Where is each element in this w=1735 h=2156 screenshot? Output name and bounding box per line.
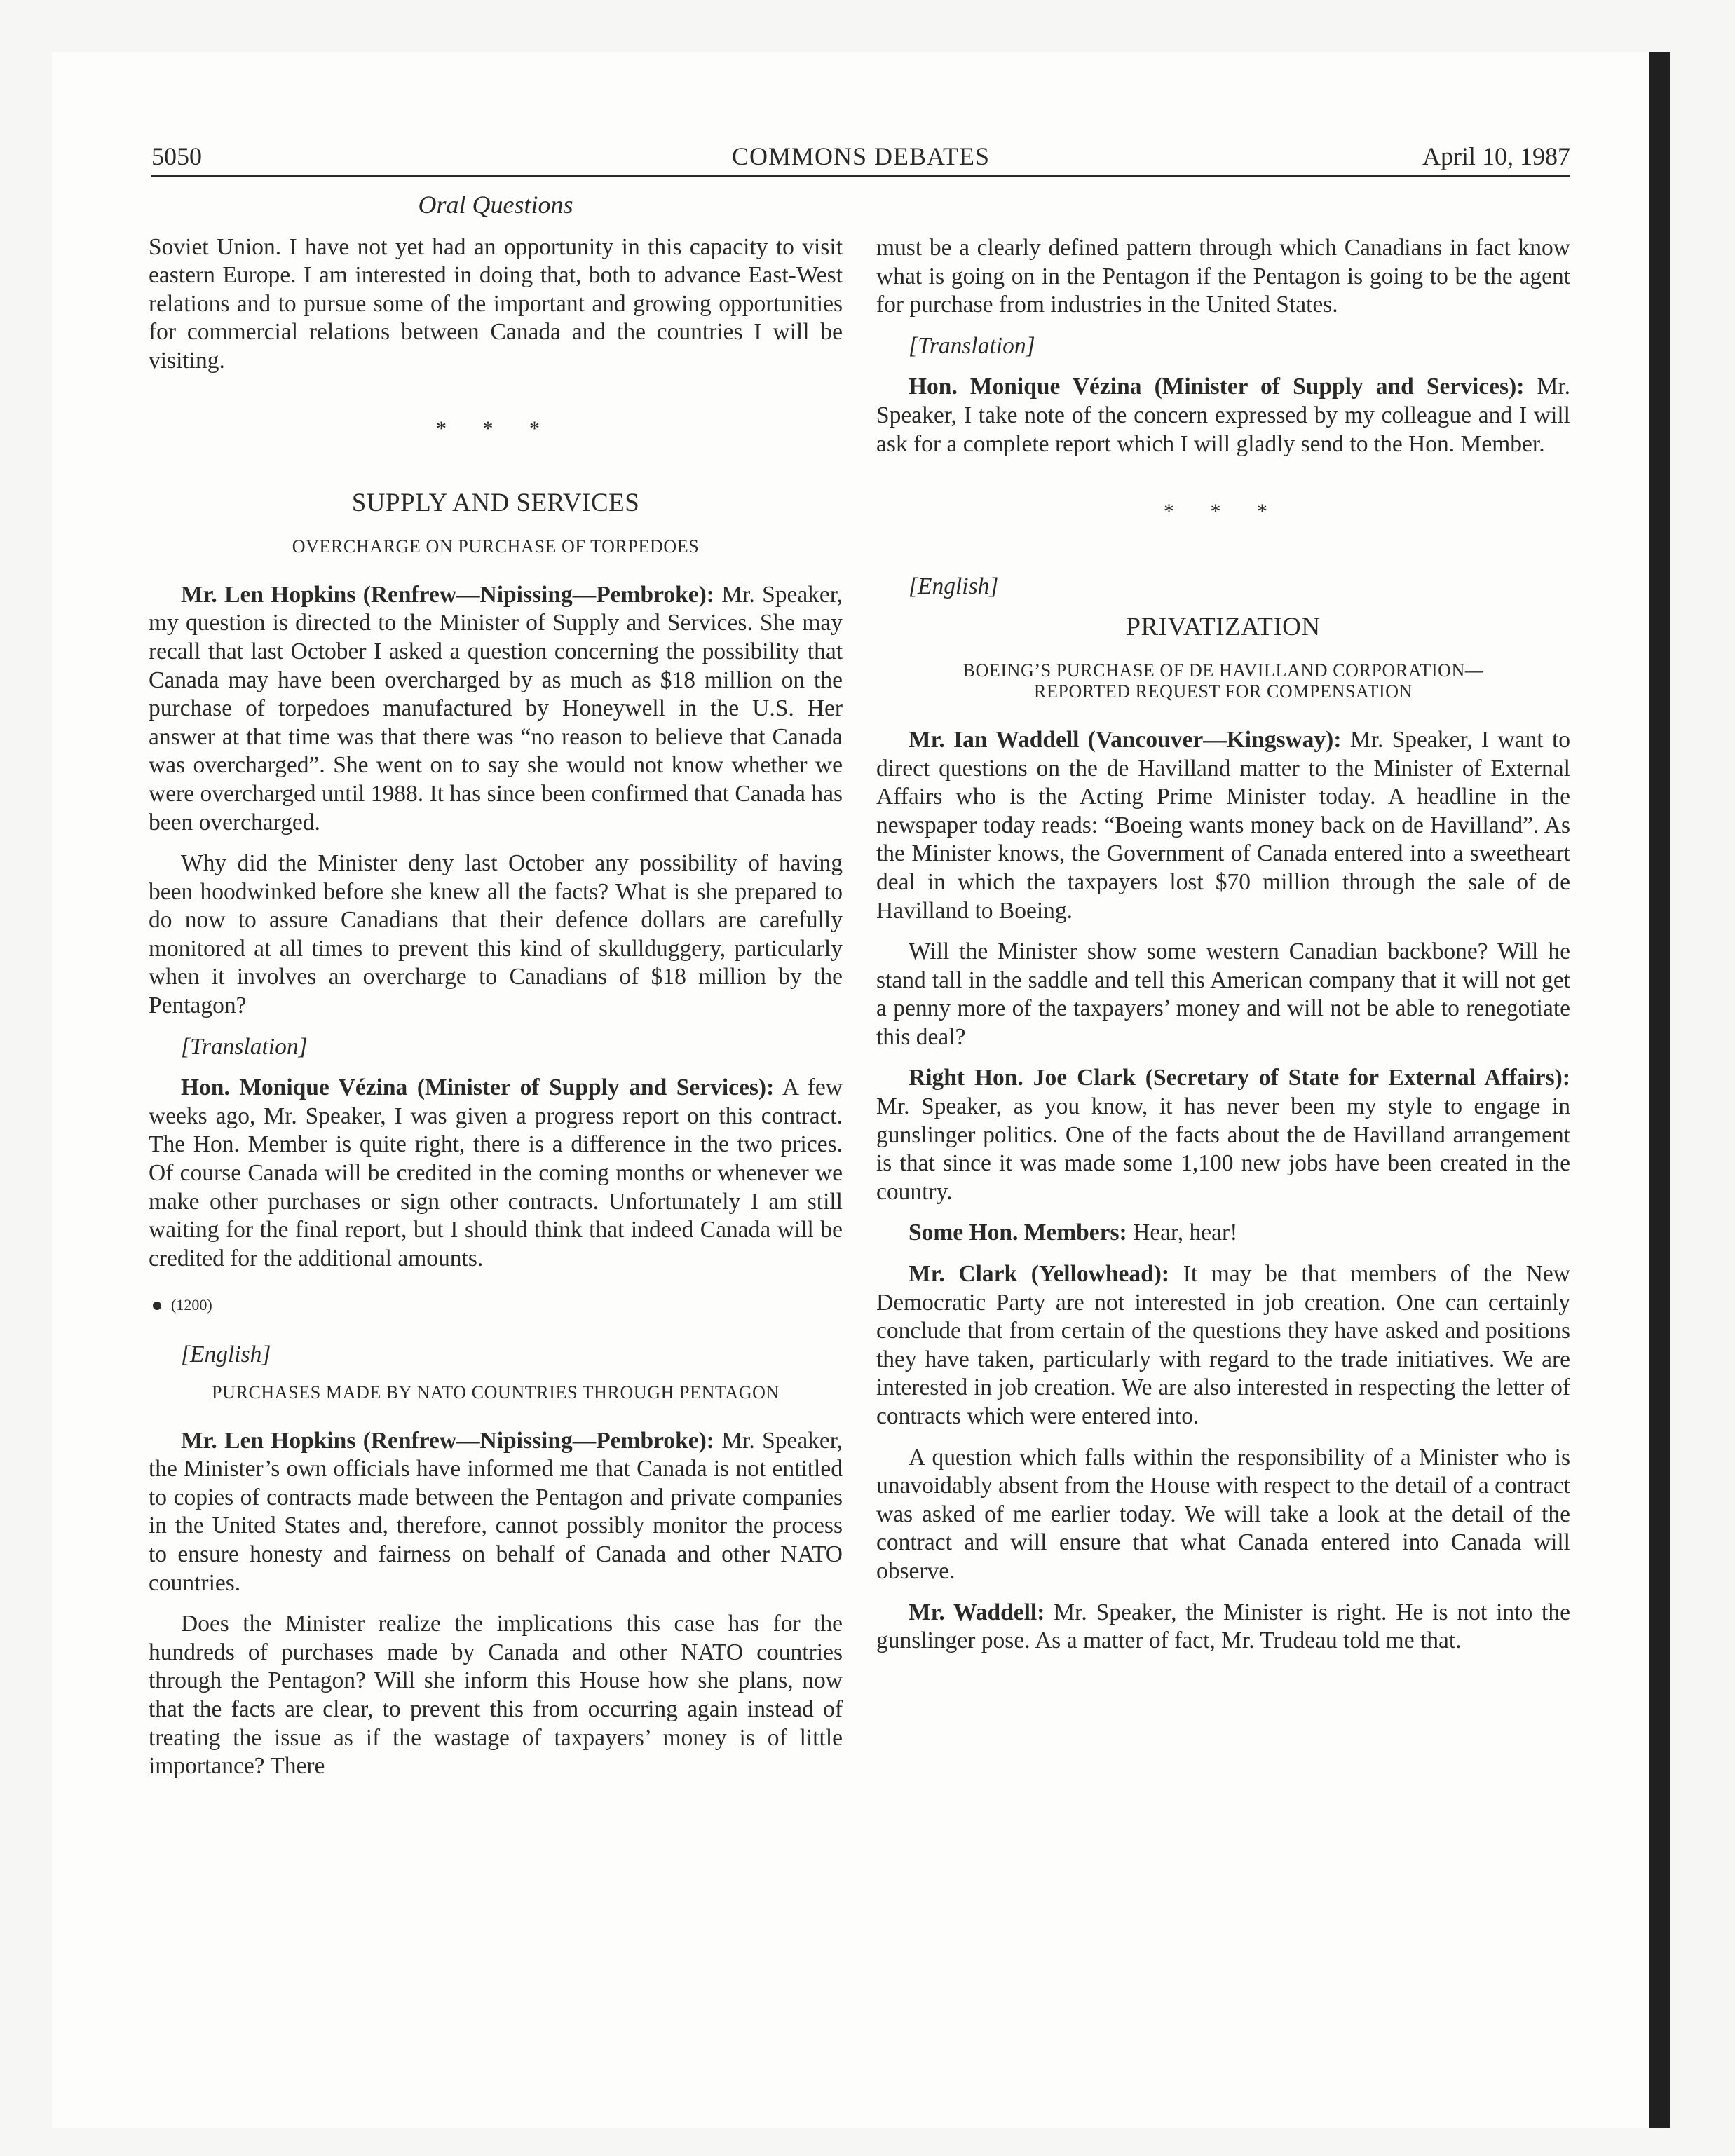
speech-text: It may be that members of the New Democratic Party are not interested in job creation. One can certainly conclude that from certain of the questions they have asked and positions they have taken, particularly with regard to the trade initiatives. We are interested in job creation. We are also interested in respecting the letter of contracts which were entered into. — [876, 1261, 1570, 1429]
section-separator: * * * — [436, 416, 555, 440]
speech-text: Mr. Speaker, I want to direct questions on the de Havilland matter to the Minister of External Affairs who is the Acting Prime Minister today. A headline in the newspaper today reads: “Boeing wants money back on de Havilland”. As the Minister knows, the Government of Canada entered into a sweetheart deal in which the taxpayers lost $70 million through the sale of de Havilland to Boeing. — [876, 726, 1570, 924]
speaker-name: Right Hon. Joe Clark (Secretary of State for External Affairs): — [909, 1065, 1570, 1091]
bullet-icon — [153, 1302, 161, 1310]
paragraph: A question which falls within the responsibility of a Minister who is unavoidably absent from the House with respect to the detail of a contract was asked of me earlier today. We will take a look at the detail of the contract and will ensure that what Canada entered into Canada will observe. — [876, 1444, 1570, 1584]
language-marker: [English] — [909, 573, 999, 599]
paragraph: must be a clearly defined pattern through which Canadians in fact know what is going on in the Pentagon if the Pentagon is going to be the agent for purchase from industries in the United States. — [876, 235, 1570, 318]
page-number: 5050 — [151, 142, 202, 170]
left-column — [149, 191, 843, 1794]
subheading — [876, 660, 1570, 702]
speech-paragraph — [876, 1064, 1570, 1206]
section-kicker: Oral Questions — [418, 191, 573, 219]
running-header — [151, 140, 1570, 177]
speaker-name: Mr. Len Hopkins (Renfrew—Nipissing—Pembroke): — [181, 581, 714, 608]
section-title: PRIVATIZATION — [1126, 613, 1321, 642]
paragraph: Why did the Minister deny last October any possibility of having been hoodwinked before she knew all the facts? What is she prepared to do now to assure Canadians that their defence dollars are carefully monitored at all times to prevent this kind of skullduggery, particularly when it involves an overcharge to Canadians of $18 million by the Pentagon? — [149, 850, 843, 1019]
section-title: SUPPLY AND SERVICES — [351, 489, 640, 518]
speech-paragraph — [149, 581, 843, 837]
paragraph: Does the Minister realize the implications this case has for the hundreds of purchases made by Canada and other NATO countries through the Pentagon? Will she inform this House how she plans, now that the facts are clear, to prevent this from occurring again instead of treating the issue as if the wastage of taxpayers’ money is of little importance? There — [149, 1611, 843, 1780]
speech-paragraph — [149, 1427, 843, 1598]
speaker-name: Mr. Len Hopkins (Renfrew—Nipissing—Pembroke): — [181, 1427, 714, 1454]
speech-text: Mr. Speaker, my question is directed to the Minister of Supply and Services. She may recall that last October I asked a question concerning the possibility that Canada may have been overcharged by as much as $18 million on the purchase of torpedoes manufactured by Honeywell in the U.S. Her answer at that time was that there was “no reason to believe that Canada was overcharged”. She went on to say she would not know whether we were overcharged until 1988. It has since been confirmed that Canada has been overcharged. — [149, 581, 843, 835]
subheading: OVERCHARGE ON PURCHASE OF TORPEDOES — [292, 535, 700, 557]
speech-text: Mr. Speaker, as you know, it has never been my style to engage in gunslinger politics. One of the facts about the de Havilland arrangement is that since it was made some 1,100 new jobs have been created in the country. — [876, 1093, 1570, 1205]
speech-text: Hear, hear! — [1127, 1220, 1238, 1246]
speech-text: A few weeks ago, Mr. Speaker, I was given a progress report on this contract. The Hon. Member is quite right, there is a difference in the two prices. Of course Canada will be credited in the coming months or whenever we make other purchases or sign other contracts. Unfortunately I am still waiting for the final report, but I should think that indeed Canada will be credited for the additional amounts. — [149, 1074, 843, 1271]
speech-paragraph — [876, 1260, 1570, 1431]
language-marker: [Translation] — [909, 332, 1035, 359]
paragraph: Soviet Union. I have not yet had an opportunity in this capacity to visit eastern Europe. I am interested in doing that, both to advance East-West relations and to pursue some of the important and growing opportunities for commercial relations between Canada and the countries I will be visiting. — [149, 233, 843, 374]
speaker-name: Some Hon. Members: — [909, 1220, 1127, 1246]
speaker-name: Mr. Clark (Yellowhead): — [909, 1261, 1170, 1288]
speaker-name: Mr. Ian Waddell (Vancouver—Kingsway): — [909, 726, 1342, 753]
speech-text: Mr. Speaker, the Minister is right. He is not into the gunslinger pose. As a matter of fact, Mr. Trudeau told me that. — [876, 1599, 1570, 1654]
language-marker: [Translation] — [181, 1033, 308, 1060]
paragraph: Will the Minister show some western Canadian backbone? Will he stand tall in the saddle and tell this American company that it will not get a penny more of the taxpayers’ money and will not be able to renegotiate this deal? — [876, 939, 1570, 1050]
time-marker-text: (1200) — [171, 1296, 212, 1314]
speech-text: Mr. Speaker, I take note of the concern expressed by my colleague and I will ask for a complete report which I will gladly send to the Hon. Member. — [876, 374, 1570, 457]
section-separator: * * * — [1164, 500, 1283, 524]
subheading: PURCHASES MADE BY NATO COUNTRIES THROUGH PENTAGON — [212, 1381, 780, 1403]
speech-paragraph — [149, 1074, 843, 1273]
speech-paragraph — [876, 1219, 1570, 1248]
subheading-line: REPORTED REQUEST FOR COMPENSATION — [1034, 681, 1413, 702]
speech-paragraph — [876, 1599, 1570, 1656]
speaker-name: Hon. Monique Vézina (Minister of Supply and Services): — [181, 1074, 775, 1101]
publication-title: COMMONS DEBATES — [731, 142, 991, 170]
speaker-name: Mr. Waddell: — [909, 1599, 1045, 1625]
scan-edge-bar — [1649, 52, 1670, 2128]
language-marker: [English] — [181, 1342, 271, 1367]
speech-paragraph — [876, 373, 1570, 458]
time-marker — [149, 1291, 843, 1320]
speech-paragraph — [876, 726, 1570, 925]
subheading-line: BOEING’S PURCHASE OF DE HAVILLAND CORPORATION— — [962, 660, 1484, 681]
speaker-name: Hon. Monique Vézina (Minister of Supply and Services): — [909, 374, 1525, 400]
issue-date: April 10, 1987 — [1422, 142, 1570, 170]
right-column — [876, 234, 1570, 1668]
speech-text: Mr. Speaker, the Minister’s own officials have informed me that Canada is not entitled to copies of contracts made between the Pentagon and private companies in the United States and, therefore, cannot possibly monitor the process to ensure honesty and fairness on behalf of Canada and other NATO countries. — [149, 1427, 843, 1596]
